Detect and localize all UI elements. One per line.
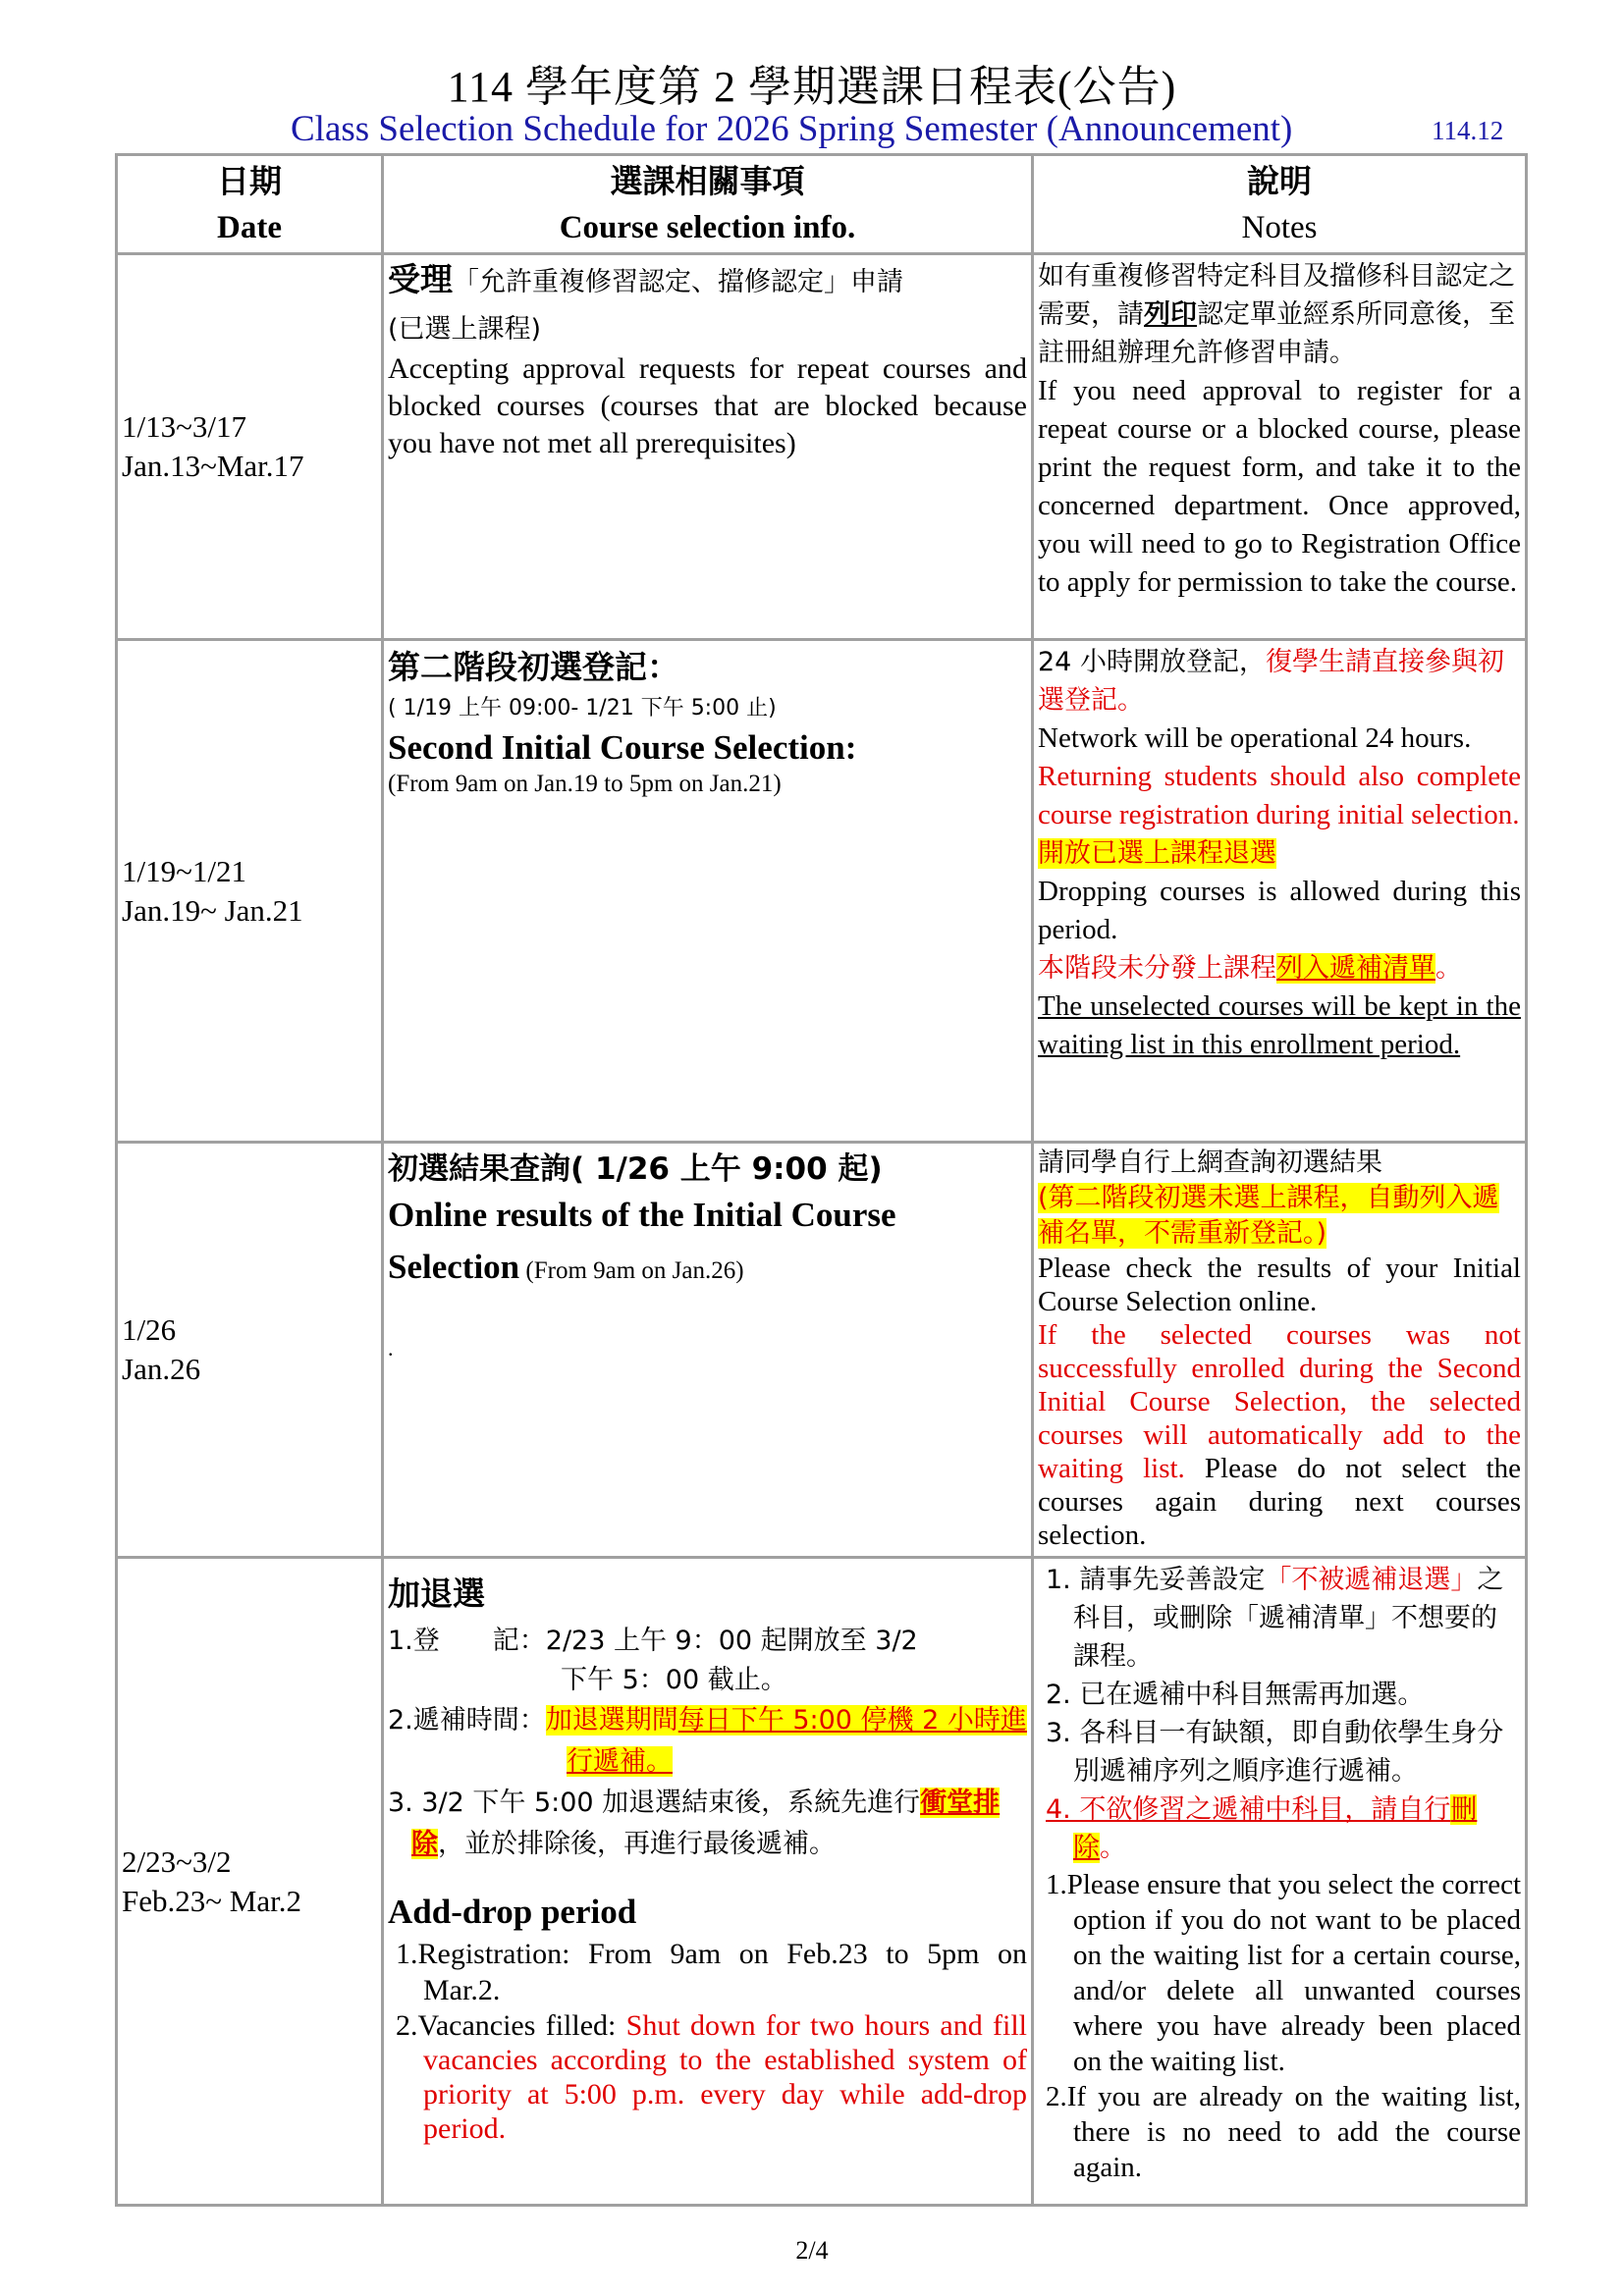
notes-en-b: Dropping courses is allowed during this period. [1038, 876, 1521, 945]
header-date [117, 155, 383, 254]
row-date-en: Jan.19~ Jan.21 [122, 892, 303, 928]
info-zh-bold: 加退選 [388, 1575, 485, 1613]
notes-n4-end: 。 [1100, 1833, 1126, 1863]
info-en-time: (From 9am on Jan.26) [519, 1257, 744, 1284]
notes-n4-highlight: 刪除 [1073, 1794, 1478, 1863]
notes-zh-b-highlight: 開放已選上課程退選 [1038, 838, 1276, 869]
row-info [383, 1558, 1033, 2206]
notes-zh-b-highlight: (第二階段初選未選上課程，自動列入遞補名單，不需重新登記。) [1038, 1183, 1499, 1249]
info-en-item1: 1.Registration: From 9am on Feb.23 to 5pm on Mar.2. [396, 1938, 1027, 2006]
header-info-en: Course selection info. [559, 210, 856, 245]
info-en-bold: Online results of the Initial Course Selection [388, 1196, 896, 1286]
row-date-en: Jan.26 [122, 1352, 201, 1386]
info-zh-bold: 受理 [388, 260, 453, 298]
notes-en-a: Please check the results of your Initial Course Selection online. [1038, 1253, 1521, 1317]
notes-n1-b: 之科目，或刪除「遞補清單」不想要的課程。 [1073, 1565, 1504, 1672]
header-notes-en: Notes [1241, 210, 1318, 245]
row-date-zh: 1/13~3/17 [122, 409, 246, 444]
header-date-en: Date [217, 210, 282, 245]
info-item2-highlight-a: 加退選期間 [545, 1705, 678, 1735]
notes-zh-c-end: 。 [1435, 953, 1462, 984]
header-row [117, 155, 1527, 254]
row-notes [1033, 254, 1527, 640]
info-zh-line2: (已選上課程) [388, 314, 542, 345]
row-date-zh: 2/23~3/2 [122, 1843, 232, 1879]
notes-en2: 2.If you are already on the waiting list, there is no need to add the course again. [1046, 2081, 1521, 2183]
info-zh-bold: 初選結果查詢( 1/26 上午 9:00 起) [388, 1151, 883, 1187]
row-date [117, 1558, 383, 2206]
row-info [383, 254, 1033, 640]
table-row [117, 1143, 1527, 1558]
notes-n3: 3. 各科目一有缺額，即自動依學生身分別遞補序列之順序進行遞補。 [1046, 1718, 1504, 1787]
page-title-zh: 114 學年度第 2 學期選課日程表(公告) [447, 63, 1177, 111]
info-en-bold: Second Initial Course Selection: [388, 728, 857, 767]
row-date-en: Jan.13~Mar.17 [122, 449, 304, 483]
notes-n1-red: 「不被遞補退選」 [1265, 1565, 1478, 1595]
header-info [383, 155, 1033, 254]
notes-zh-c: 認定單並經系所同意後，至註冊組辦理允許修習申請。 [1038, 299, 1515, 368]
notes-en-a: Network will be operational 24 hours. [1038, 722, 1472, 754]
header-notes [1033, 155, 1527, 254]
notes-zh-print: 列印 [1144, 299, 1197, 330]
row-info [383, 640, 1033, 1143]
document-date: 114.12 [1432, 116, 1504, 145]
info-item3-highlight: 衝堂排除 [411, 1788, 1001, 1859]
row-date [117, 254, 383, 640]
info-zh-bold: 第二階段初選登記： [388, 648, 679, 686]
info-en-time: (From 9am on Jan.19 to 5pm on Jan.21) [388, 771, 782, 797]
notes-en-a-red: Returning students should also complete course registration during initial selection. [1038, 761, 1521, 830]
notes-en-b-red: If the selected courses was not successfully enrolled during the Second Initial Course Selection, the selected courses will automatically add to the waiting list. [1038, 1319, 1521, 1484]
info-en: Accepting approval requests for repeat courses and blocked courses (courses that are blocked because you have not met all prerequisites) [388, 352, 1027, 459]
notes-en1: 1.Please ensure that you select the correct option if you do not want to be placed on the waiting list for a certain course, and/or delete all unwanted courses where you have already been placed on the waiting list. [1046, 1869, 1521, 2077]
table-row [117, 640, 1527, 1143]
row-notes [1033, 1558, 1527, 2206]
notes-n4-red: 4. 不欲修習之遞補中科目，請自行 [1046, 1794, 1451, 1825]
header-info-zh: 選課相關事項 [610, 165, 805, 200]
notes-zh-a: 請同學自行上網查詢初選結果 [1038, 1148, 1382, 1178]
row-info [383, 1143, 1033, 1558]
info-zh-rest: 「允許重複修習認定、擋修認定」申請 [453, 267, 903, 297]
row-date-zh: 1/19~1/21 [122, 853, 246, 888]
page-title-en: Class Selection Schedule for 2026 Spring Semester (Announcement) [291, 109, 1293, 149]
info-en-item2-red: Shut down for two hours and fill vacancies according to the established system of priority at 5:00 p.m. every day while add-drop period. [423, 2009, 1028, 2145]
notes-zh-a: 如有重複修習特定科目及擋修科目認定之需要，請 [1038, 261, 1515, 330]
notes-n1-a: 1. 請事先妥善設定 [1046, 1565, 1266, 1595]
page-number: 2/4 [795, 2236, 829, 2265]
row-date-zh: 1/26 [122, 1312, 177, 1347]
notes-zh-a-red: 復學生請直接參與初選登記。 [1038, 647, 1504, 716]
info-dot: . [388, 1336, 394, 1361]
info-item3-b: ，並於排除後，再進行最後遞補。 [438, 1829, 836, 1859]
header-notes-zh: 說明 [1247, 165, 1312, 200]
notes-zh-c-red: 本階段未分發上課程 [1038, 953, 1276, 984]
notes-en-c: Please do not select the courses again during next courses selection. [1038, 1453, 1521, 1551]
schedule-table [115, 153, 1528, 2207]
notes-en-c: The unselected courses will be kept in the waiting list in this enrollment period. [1038, 990, 1521, 1060]
notes-n2: 2. 已在遞補中科目無需再加選。 [1046, 1680, 1425, 1710]
header-date-zh: 日期 [217, 165, 282, 200]
row-notes [1033, 640, 1527, 1143]
info-item1-label: 1.登 記： [388, 1626, 546, 1656]
row-date [117, 640, 383, 1143]
info-item3-a: 3. 3/2 下午 5:00 加退選結束後，系統先進行 [388, 1788, 921, 1818]
info-en-bold: Add-drop period [388, 1893, 637, 1931]
notes-zh-a: 24 小時開放登記， [1038, 647, 1266, 677]
row-date [117, 1143, 383, 1558]
table-row [117, 254, 1527, 640]
info-zh-time: ( 1/19 上午 09:00- 1/21 下午 5:00 止) [388, 696, 777, 721]
info-item1-text: 2/23 上午 9：00 起開放至 3/2 [545, 1626, 918, 1656]
notes-en: If you need approval to register for a repeat course or a blocked course, please print the request form, and take it to the concerned department. Once approved, you will need to go to Registration Office to apply for permission to take the course. [1038, 375, 1521, 598]
info-en-item2-a: 2.Vacancies filled: [396, 2009, 626, 2042]
info-item2-highlight-b: 每日下午 5:00 停機 2 小時進行遞補。 [567, 1705, 1027, 1777]
info-item2-label: 2.遞補時間： [388, 1705, 546, 1735]
row-notes [1033, 1143, 1527, 1558]
row-date-en: Feb.23~ Mar.2 [122, 1883, 301, 1918]
info-item1-text2: 下午 5：00 截止。 [561, 1665, 787, 1695]
table-row [117, 1558, 1527, 2206]
notes-zh-c-highlight: 列入遞補清單 [1276, 953, 1435, 984]
